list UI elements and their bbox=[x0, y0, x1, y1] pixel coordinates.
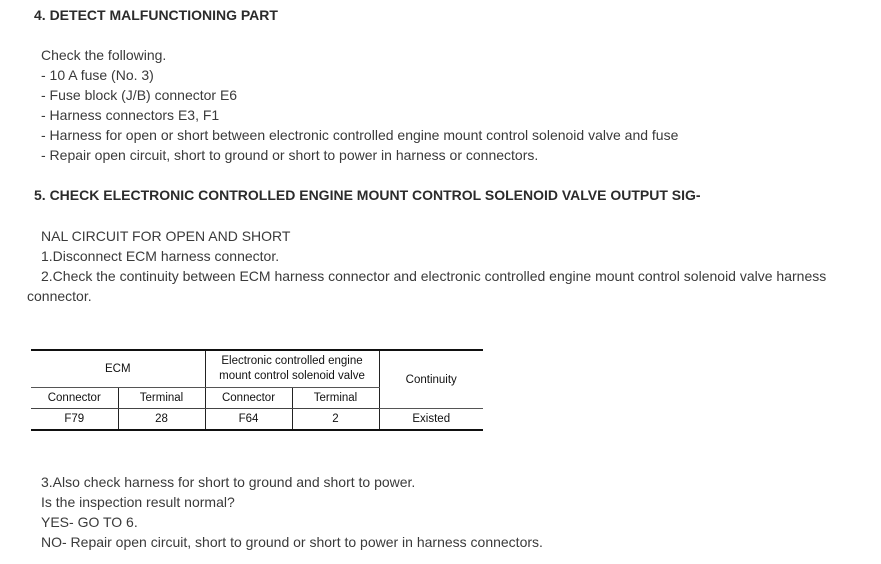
subheader-connector: Connector bbox=[31, 388, 118, 409]
cell-ecm-connector: F79 bbox=[31, 409, 118, 431]
step4-intro: Check the following. bbox=[41, 47, 167, 63]
header-solenoid-valve bbox=[205, 350, 379, 388]
header-solenoid-line2: mount control solenoid valve bbox=[219, 370, 365, 382]
cell-ecm-terminal: 28 bbox=[118, 409, 205, 431]
continuity-table bbox=[31, 349, 483, 431]
step5-instruction-2: 2.Check the continuity between ECM harness connector and electronic controlled engine mount control solenoid valve harness bbox=[41, 268, 827, 284]
yes-branch: YES- GO TO 6. bbox=[41, 514, 138, 530]
header-solenoid-line1: Electronic controlled engine bbox=[221, 355, 363, 367]
check-item-fuse: - 10 A fuse (No. 3) bbox=[41, 67, 154, 83]
check-item-harness-open-short: - Harness for open or short between electronic controlled engine mount control solenoid valve and fuse bbox=[41, 127, 679, 143]
check-item-harness-connectors: - Harness connectors E3, F1 bbox=[41, 107, 220, 123]
header-ecm: ECM bbox=[31, 350, 205, 388]
subheader-terminal: Terminal bbox=[292, 388, 379, 409]
header-continuity: Continuity bbox=[379, 350, 483, 409]
step5-instruction-3: 3.Also check harness for short to ground and short to power. bbox=[41, 474, 416, 490]
table-header-row bbox=[31, 350, 483, 388]
subheader-connector: Connector bbox=[205, 388, 292, 409]
cell-continuity: Existed bbox=[379, 409, 483, 431]
step4-heading: 4. DETECT MALFUNCTIONING PART bbox=[34, 7, 278, 23]
table-row bbox=[31, 409, 483, 431]
subheader-terminal: Terminal bbox=[118, 388, 205, 409]
check-item-fuse-block: - Fuse block (J/B) connector E6 bbox=[41, 87, 238, 103]
inspection-question: Is the inspection result normal? bbox=[41, 494, 235, 510]
step5-instruction-2-wrap: connector. bbox=[27, 288, 92, 304]
check-item-repair: - Repair open circuit, short to ground or short to power in harness or connectors. bbox=[41, 147, 539, 163]
cell-valve-connector: F64 bbox=[205, 409, 292, 431]
step5-heading: 5. CHECK ELECTRONIC CONTROLLED ENGINE MOUNT CONTROL SOLENOID VALVE OUTPUT SIG- bbox=[34, 187, 701, 203]
step5-heading-continuation: NAL CIRCUIT FOR OPEN AND SHORT bbox=[41, 228, 291, 244]
step5-instruction-1: 1.Disconnect ECM harness connector. bbox=[41, 248, 280, 264]
no-branch: NO- Repair open circuit, short to ground or short to power in harness connectors. bbox=[41, 534, 543, 550]
cell-valve-terminal: 2 bbox=[292, 409, 379, 431]
